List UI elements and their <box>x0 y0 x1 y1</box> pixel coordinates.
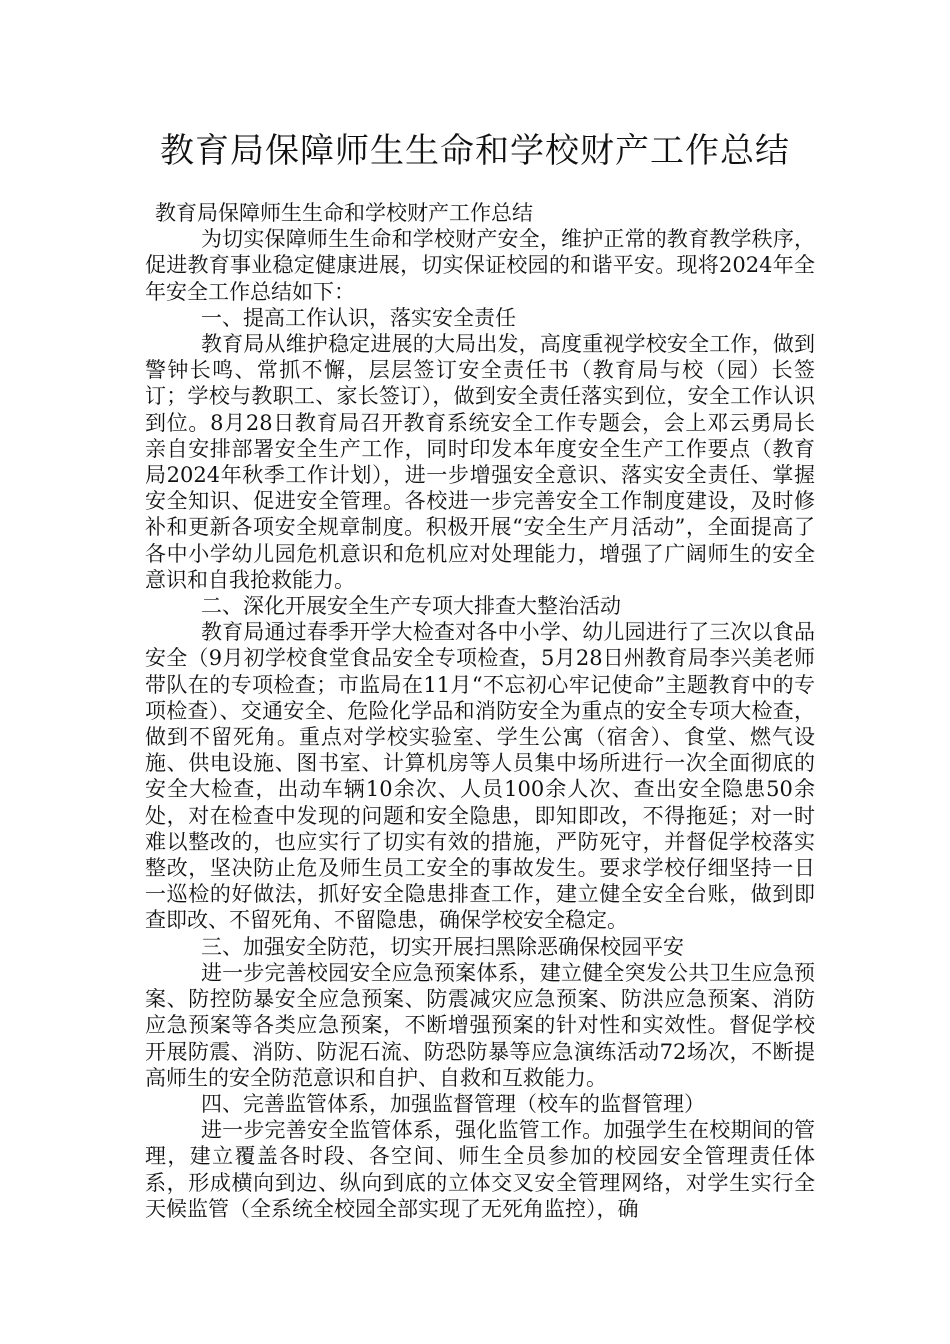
document-title: 教育局保障师生生命和学校财产工作总结 <box>160 131 790 171</box>
section-paragraph-3: 进一步完善校园安全应急预案体系，建立健全突发公共卫生应急预案、防控防暴安全应急预案、防震减灾应急预案、防洪应急预案、消防应急预案等各类应急预案，不断增强预案的针对性和实效性。督促学校开展防震、消防、防泥石流、防恐防暴等应急演练活动72场次，不断提高师生的安全防范意识和自护、自救和互救能力。 <box>145 960 815 1090</box>
section-heading-4: 四、完善监管体系，加强监督管理（校车的监督管理） <box>201 1091 705 1116</box>
document-body <box>145 200 815 1222</box>
document-subtitle: 教育局保障师生生命和学校财产工作总结 <box>155 201 533 225</box>
intro-paragraph: 为切实保障师生生命和学校财产安全，维护正常的教育教学秩序，促进教育事业稳定健康进展，切实保证校园的和谐平安。现将2024年全年安全工作总结如下： <box>145 227 815 304</box>
section-paragraph-4: 进一步完善安全监管体系，强化监管工作。加强学生在校期间的管理，建立覆盖各时段、各空间、师生全员参加的校园安全管理责任体系，形成横向到边、纵向到底的立体交叉安全管理网络，对学生实行全天候监管（全系统全校园全部实现了无死角监控），确 <box>145 1118 815 1221</box>
section-heading-2: 二、深化开展安全生产专项大排查大整治活动 <box>201 594 621 619</box>
section-heading-3: 三、加强安全防范，切实开展扫黑除恶确保校园平安 <box>201 934 684 959</box>
section-paragraph-1: 教育局从维护稳定进展的大局出发，高度重视学校安全工作，做到警钟长鸣、常抓不懈，层层签订安全责任书（教育局与校（园）长签订；学校与教职工、家长签订），做到安全责任落实到位，安全工作认识到位。8月28日教育局召开教育系统安全工作专题会，会上邓云勇局长亲自安排部署安全生产工作，同时印发本年度安全生产工作要点（教育局2024年秋季工作计划），进一步增强安全意识、落实安全责任、掌握安全知识、促进安全管理。各校进一步完善安全工作制度建设，及时修补和更新各项安全规章制度。积极开展“安全生产月活动”，全面提高了各中小学幼儿园危机意识和危机应对处理能力，增强了广阔师生的安全意识和自我抢救能力。 <box>145 332 815 592</box>
section-heading-1: 一、提高工作认识，落实安全责任 <box>201 305 516 330</box>
section-paragraph-2: 教育局通过春季开学大检查对各中小学、幼儿园进行了三次以食品安全（9月初学校食堂食品安全专项检查，5月28日州教育局李兴美老师带队在的专项检查；市监局在11月“不忘初心牢记使命”主题教育中的专项检查）、交通安全、危险化学品和消防安全为重点的安全专项大检查，做到不留死角。重点对学校实验室、学生公寓（宿舍）、食堂、燃气设施、供电设施、图书室、计算机房等人员集中场所进行一次全面彻底的安全大检查，出动车辆10余次、人员100余人次、查出安全隐患50余处，对在检查中发现的问题和安全隐患，即知即改，不得拖延；对一时难以整改的，也应实行了切实有效的措施，严防死守，并督促学校落实整改，坚决防止危及师生员工安全的事故发生。要求学校仔细坚持一日一巡检的好做法，抓好安全隐患排查工作，建立健全安全台账，做到即查即改、不留死角、不留隐患，确保学校安全稳定。 <box>145 620 815 933</box>
